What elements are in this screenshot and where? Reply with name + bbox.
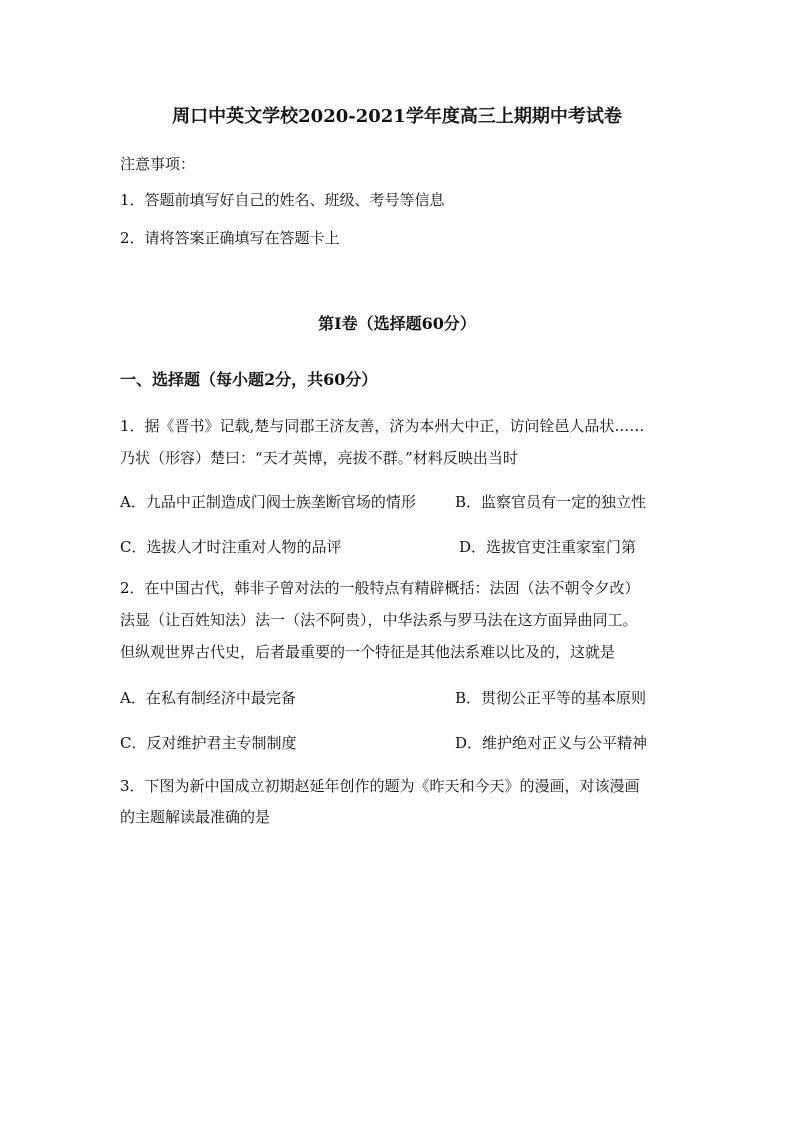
section-title: 一、选择题（每小题2分，共60分） xyxy=(120,370,378,389)
question-2-option-b: B．贯彻公正平等的基本原则 xyxy=(455,689,647,707)
question-1-option-b: B．监察官员有一定的独立性 xyxy=(455,493,647,511)
volume-title: 第I卷（选择题60分） xyxy=(318,314,476,333)
question-2-stem-line-1: 2．在中国古代，韩非子曾对法的一般特点有精辟概括：法固（法不朝令夕改） xyxy=(120,579,640,597)
question-1-option-d: D．选拔官吏注重家室门第 xyxy=(459,538,637,556)
notice-heading: 注意事项： xyxy=(120,155,196,173)
question-2-option-a: A．在私有制经济中最完备 xyxy=(120,689,296,707)
question-2-stem-line-3: 但纵观世界古代史，后者最重要的一个特征是其他法系难以比及的，这就是 xyxy=(120,643,616,661)
question-1-stem-line-1: 1．据《晋书》记载,楚与同郡王济友善，济为本州大中正，访问铨邑人品状…… xyxy=(120,417,645,435)
question-3-stem-line-1: 3．下图为新中国成立初期赵延年创作的题为《昨天和今天》的漫画，对该漫画 xyxy=(120,777,640,795)
notice-item-1: 1．答题前填写好自己的姓名、班级、考号等信息 xyxy=(120,191,445,209)
page-title: 周口中英文学校2020-2021学年度高三上期期中考试卷 xyxy=(172,106,622,127)
question-2-option-d: D．维护绝对正义与公平精神 xyxy=(455,734,648,752)
question-1-stem-line-2: 乃状（形容）楚曰：“天才英博，亮拔不群。”材料反映出当时 xyxy=(120,449,518,467)
question-3-stem-line-2: 的主题解读最准确的是 xyxy=(120,808,271,826)
question-2-stem-line-2: 法显（让百姓知法）法一（法不阿贵），中华法系与罗马法在这方面异曲同工。 xyxy=(120,611,638,629)
question-1-option-a: A．九品中正制造成门阀士族垄断官场的情形 xyxy=(120,493,416,511)
question-2-option-c: C．反对维护君主专制制度 xyxy=(120,734,297,752)
notice-item-2: 2．请将答案正确填写在答题卡上 xyxy=(120,229,340,247)
question-1-option-c: C．选拔人才时注重对人物的品评 xyxy=(120,538,342,556)
